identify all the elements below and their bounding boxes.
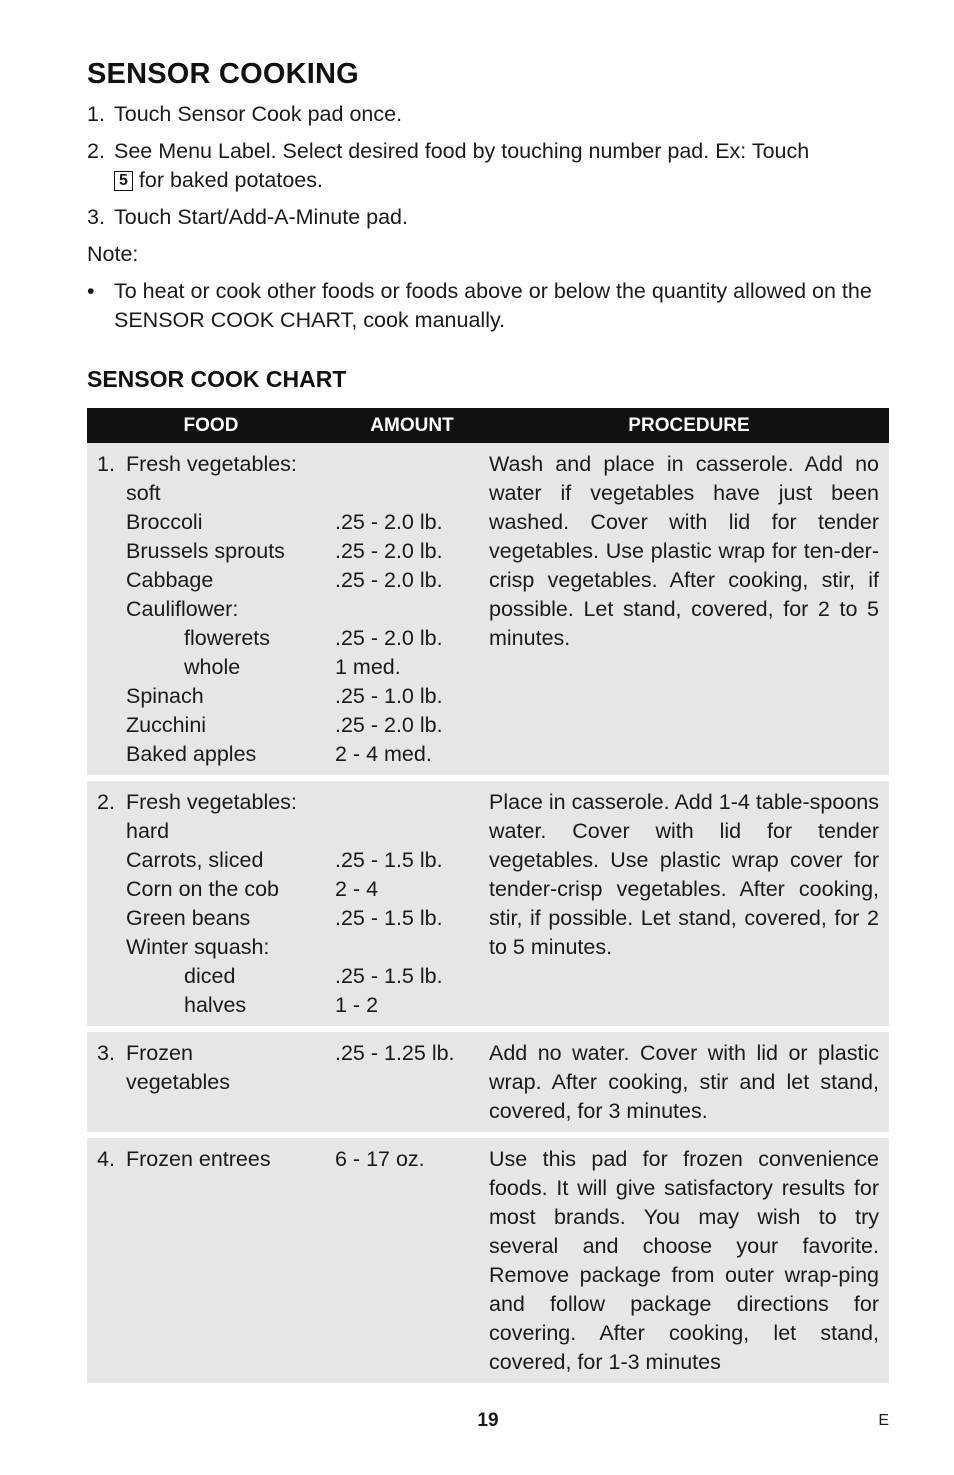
chart-row	[87, 443, 889, 775]
item-number: 1.	[97, 452, 115, 476]
food-heading: Frozen entrees	[126, 1147, 271, 1171]
header-amount: AMOUNT	[335, 408, 489, 443]
amount-value	[335, 788, 489, 817]
step-text: Touch Sensor Cook pad once.	[114, 102, 403, 126]
step-number: 3.	[87, 205, 105, 229]
food-item: Spinach	[126, 684, 204, 708]
amount-value: .25 - 2.0 lb.	[335, 568, 443, 592]
food-item: Carrots, sliced	[126, 848, 264, 872]
food-heading: Frozen	[126, 1041, 193, 1065]
number-key-box: 5	[114, 171, 133, 191]
food-cell	[87, 443, 335, 775]
food-subheading: vegetables	[126, 1070, 230, 1094]
item-number: 3.	[97, 1041, 115, 1065]
amount-value: .25 - 2.0 lb.	[335, 626, 443, 650]
chart-row	[87, 1032, 889, 1132]
procedure-cell: Wash and place in casserole. Add no water if vegetables have just been washed. Cover with lid for tender vegetables. Use plastic wrap for ten-der-crisp vegetables. After cooking, stir, if possible. Let stand, covered, for 2 to 5 minutes.	[489, 443, 889, 775]
step-text-part-b: for baked potatoes.	[138, 168, 323, 192]
food-heading: Fresh vegetables:	[126, 452, 297, 476]
food-heading-line	[97, 1039, 335, 1068]
amount-cell	[335, 781, 489, 1026]
amount-value	[335, 1068, 489, 1097]
amount-value: 2 - 4 med.	[335, 742, 432, 766]
amount-cell	[335, 443, 489, 775]
food-subheading: hard	[126, 819, 170, 843]
amount-value	[335, 933, 489, 962]
amount-value	[335, 595, 489, 624]
food-item: Baked apples	[126, 742, 257, 766]
amount-value: .25 - 1.0 lb.	[335, 684, 443, 708]
amount-value: .25 - 2.0 lb.	[335, 713, 443, 737]
food-item: diced	[184, 964, 236, 988]
food-item: Green beans	[126, 906, 251, 930]
food-subheading: soft	[126, 481, 161, 505]
amount-value	[335, 479, 489, 508]
amount-value: 2 - 4	[335, 877, 379, 901]
sensor-cook-chart	[87, 408, 889, 1383]
food-cell	[87, 1138, 335, 1383]
food-heading-line	[97, 450, 335, 479]
chart-row	[87, 1138, 889, 1383]
step-1	[87, 100, 889, 129]
instruction-steps	[87, 100, 889, 335]
language-code: E	[878, 1412, 889, 1429]
food-heading-line	[97, 1145, 335, 1174]
step-2	[87, 137, 889, 195]
amount-value: .25 - 2.0 lb.	[335, 539, 443, 563]
amount-value: 1 med.	[335, 655, 401, 679]
amount-value: .25 - 1.25 lb.	[335, 1041, 455, 1065]
step-text-part-a: See Menu Label. Select desired food by touching number pad. Ex: Touch	[114, 139, 810, 163]
amount-value	[335, 817, 489, 846]
step-number: 1.	[87, 102, 105, 126]
amount-value	[335, 450, 489, 479]
bullet-icon: •	[87, 279, 95, 303]
amount-cell	[335, 1032, 489, 1132]
food-cell	[87, 781, 335, 1026]
header-food: FOOD	[87, 408, 335, 443]
procedure-cell: Add no water. Cover with lid or plastic wrap. After cooking, stir and let stand, covered, for 3 minutes.	[489, 1032, 889, 1132]
step-number: 2.	[87, 139, 105, 163]
header-procedure: PROCEDURE	[489, 408, 889, 443]
amount-value: .25 - 2.0 lb.	[335, 510, 443, 534]
chart-row	[87, 781, 889, 1026]
amount-value: .25 - 1.5 lb.	[335, 906, 443, 930]
food-item: Cabbage	[126, 568, 214, 592]
food-item: Brussels sprouts	[126, 539, 285, 563]
procedure-cell: Use this pad for frozen convenience foods. It will give satisfactory results for most brands. You may wish to try several and choose your favorite. Remove package from outer wrap-ping and follow package directions for covering. After cooking, let stand, covered, for 1-3 minutes	[489, 1138, 889, 1383]
food-item: Winter squash:	[126, 935, 270, 959]
food-item: flowerets	[184, 626, 271, 650]
item-number: 2.	[97, 790, 115, 814]
procedure-cell: Place in casserole. Add 1-4 table-spoons water. Cover with lid for tender vegetables. Use plastic wrap cover for tender-crisp vegetables. After cooking, stir, if possible. Let stand, covered, for 2 to 5 minutes.	[489, 781, 889, 1026]
step-text	[114, 137, 889, 195]
amount-value: 6 - 17 oz.	[335, 1147, 425, 1171]
food-heading-line	[97, 788, 335, 817]
food-item: Zucchini	[126, 713, 207, 737]
note-text: To heat or cook other foods or foods above or below the quantity allowed on the SENSOR COOK CHART, cook manually.	[114, 279, 872, 332]
item-number: 4.	[97, 1147, 115, 1171]
food-cell	[87, 1032, 335, 1132]
amount-value: .25 - 1.5 lb.	[335, 964, 443, 988]
chart-header-row	[87, 408, 889, 443]
step-text: Touch Start/Add-A-Minute pad.	[114, 205, 408, 229]
food-item: halves	[184, 993, 247, 1017]
chart-title: SENSOR COOK CHART	[87, 366, 347, 392]
note-bullet-item	[87, 277, 889, 335]
food-item: Cauliflower:	[126, 597, 239, 621]
amount-cell	[335, 1138, 489, 1383]
note-label: Note:	[87, 242, 139, 266]
food-item: Broccoli	[126, 510, 203, 534]
page-number: 19	[477, 1410, 499, 1431]
food-heading: Fresh vegetables:	[126, 790, 297, 814]
chart-body	[87, 443, 889, 1383]
page-title: SENSOR COOKING	[87, 58, 359, 90]
amount-value: .25 - 1.5 lb.	[335, 848, 443, 872]
step-3	[87, 203, 889, 232]
food-item: Corn on the cob	[126, 877, 279, 901]
food-item: whole	[184, 655, 241, 679]
amount-value: 1 - 2	[335, 993, 379, 1017]
